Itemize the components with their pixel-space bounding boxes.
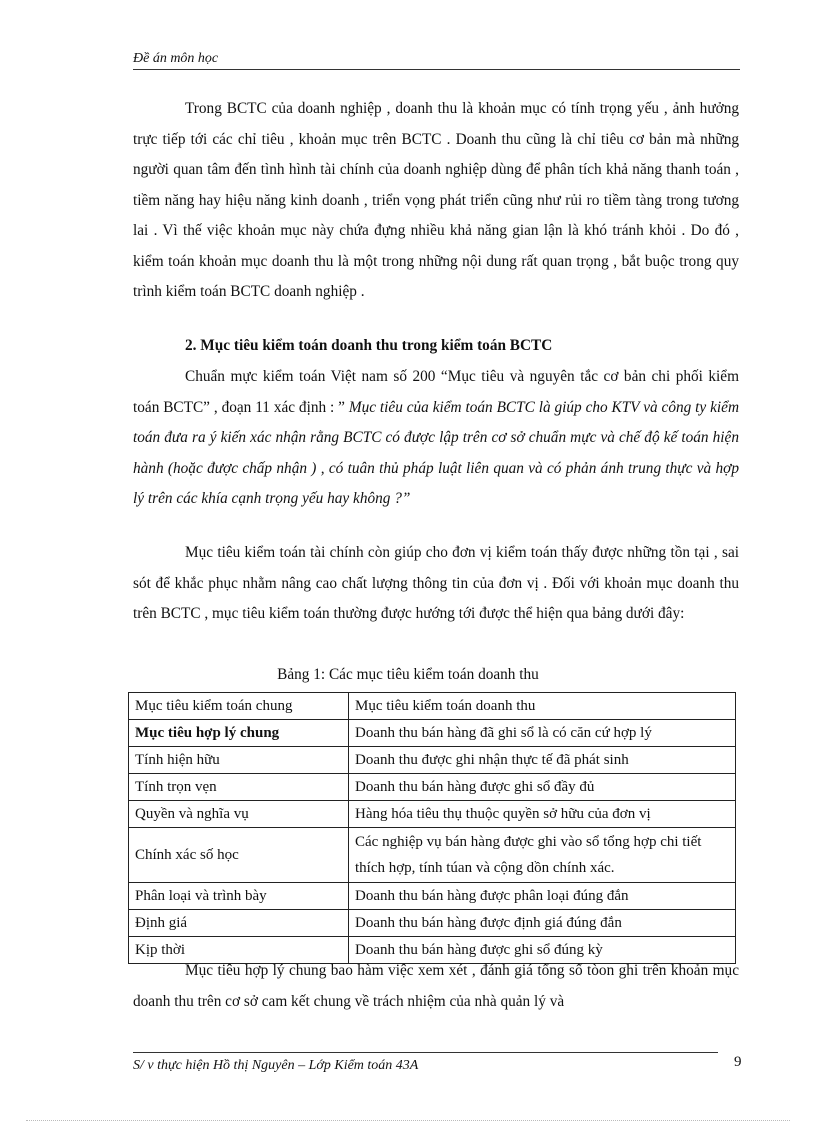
table-cell: Doanh thu bán hàng được ghi sổ đúng kỳ (349, 937, 736, 964)
table-cell: Doanh thu được ghi nhận thực tế đã phát sinh (349, 747, 736, 774)
table-cell: Doanh thu bán hàng được phân loại đúng đắn (349, 883, 736, 910)
header-cell-revenue: Mục tiêu kiểm toán doanh thu (349, 693, 736, 720)
table-cell: Chính xác số học (129, 828, 349, 883)
table-cell: Tính hiện hữu (129, 747, 349, 774)
page-header: Đề án môn học (133, 50, 740, 70)
table-row (129, 720, 736, 747)
table-header-row (129, 693, 736, 720)
table-row (129, 910, 736, 937)
standard-quote: Mục tiêu của kiểm toán BCTC là giúp cho KTV và công ty kiểm toán đưa ra ý kiến xác nhận rằng BCTC có được lập trên cơ sở chuẩn mực và chế độ kế toán hiện hành (hoặc được chấp nhận ) , có tuân thủ pháp luật liên quan và có phản ánh trung thực và hợp lý trên các khía cạnh trọng yếu hay không ?” (133, 398, 739, 507)
table-cell: Tính trọn vẹn (129, 774, 349, 801)
paragraph-audit-objective: Mục tiêu kiểm toán tài chính còn giúp cho đơn vị kiểm toán thấy được những tồn tại , sai sót để khắc phục nhằm nâng cao chất lượng thông tin của đơn vị . Đối với khoản mục doanh thu trên BCTC , mục tiêu kiểm toán thường được hướng tới được thể hiện qua bảng dưới đây: (133, 544, 739, 622)
audit-objectives-table (128, 692, 736, 964)
table-cell: Định giá (129, 910, 349, 937)
table-row (129, 774, 736, 801)
table-row (129, 883, 736, 910)
table-cell: Phân loại và trình bày (129, 883, 349, 910)
standard-citation: Chuẩn mực kiểm toán Việt nam số 200 “Mục tiêu và nguyên tắc cơ bản chi phối kiểm toán BCTC” , đoạn 11 xác định : ” (133, 368, 739, 416)
table-cell: Mục tiêu hợp lý chung (129, 720, 349, 747)
page-bottom-divider (26, 1120, 790, 1121)
table-row (129, 747, 736, 774)
table-cell: Doanh thu bán hàng được định giá đúng đắn (349, 910, 736, 937)
page-footer: S/ v thực hiện Hồ thị Nguyên – Lớp Kiểm toán 43A (133, 1052, 718, 1075)
table-cell: Hàng hóa tiêu thụ thuộc quyền sở hữu của đơn vị (349, 801, 736, 828)
table-cell: Các nghiệp vụ bán hàng được ghi vào sổ tổng hợp chi tiết thích hợp, tính túan và cộng dồn chính xác. (349, 828, 736, 883)
paragraph-revenue-importance: Trong BCTC của doanh nghiệp , doanh thu là khoản mục có tính trọng yếu , ảnh hưởng trực tiếp tới các chỉ tiêu , khoản mục trên BCTC . Doanh thu cũng là chỉ tiêu cơ bản mà những người quan tâm đến tình hình tài chính của doanh nghiệp dùng để phân tích khả năng thanh toán , tiềm năng hay hiệu năng kinh doanh , triển vọng phát triển cũng như rủi ro tiềm tàng trong tương lai . Vì thế việc khoản mục này chứa đựng nhiều khả năng gian lận là khó tránh khỏi . Do đó , kiểm toán khoản mục doanh thu là một trong những nội dung rất quan trọng , bắt buộc trong quy trình kiểm toán BCTC doanh nghiệp . (133, 100, 739, 300)
paragraph-standard-200 (133, 362, 739, 515)
table-cell: Doanh thu bán hàng được ghi sổ đầy đủ (349, 774, 736, 801)
paragraph-general-reasonableness: Mục tiêu hợp lý chung bao hàm việc xem xét , đánh giá tổng số tòon ghi trên khoản mục doanh thu trên cơ sở cam kết chung về trách nhiệm của nhà quản lý và (133, 962, 739, 1010)
table-cell: Kịp thời (129, 937, 349, 964)
table-caption: Bảng 1: Các mục tiêu kiểm toán doanh thu (277, 666, 539, 683)
section-heading: 2. Mục tiêu kiểm toán doanh thu trong kiểm toán BCTC (185, 337, 553, 354)
table-cell: Quyền và nghĩa vụ (129, 801, 349, 828)
table-row (129, 828, 736, 883)
header-cell-general: Mục tiêu kiểm toán chung (129, 693, 349, 720)
table-row (129, 801, 736, 828)
page-number: 9 (734, 1054, 742, 1070)
table-cell: Doanh thu bán hàng đã ghi sổ là có căn cứ hợp lý (349, 720, 736, 747)
